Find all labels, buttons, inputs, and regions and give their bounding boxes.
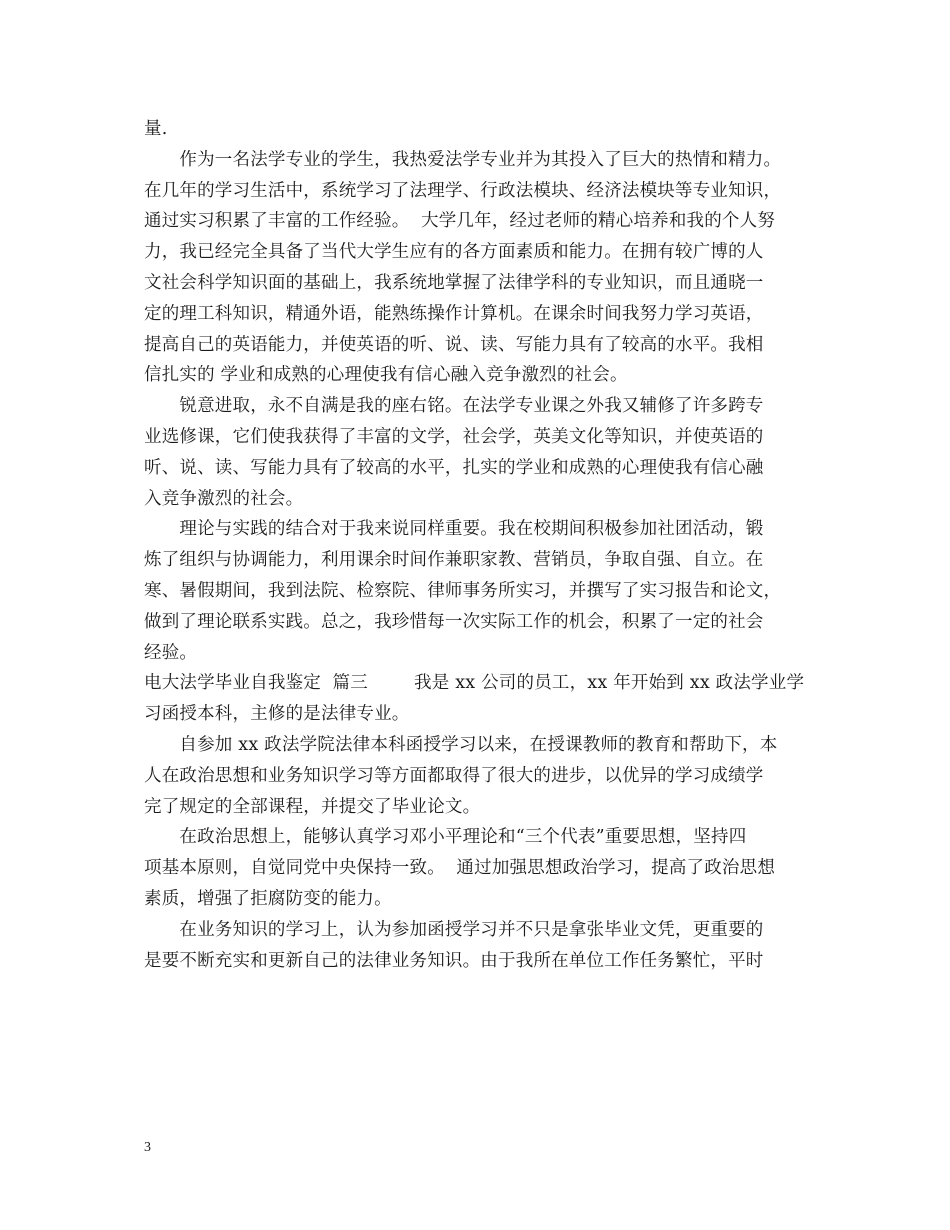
text-line: 锐意进取，永不自满是我的座右铭。在法学专业课之外我又辅修了许多跨专 (144, 396, 764, 417)
text-line: 在业务知识的学习上，认为参加函授学习并不只是拿张毕业文凭，更重要的 (144, 919, 764, 940)
text-line: 素质，增强了拒腐防变的能力。 (144, 889, 392, 909)
text-line: 力，我已经完全具备了当代大学生应有的各方面素质和能力。在拥有较广博的人 (144, 242, 764, 263)
text-line: 电大法学毕业自我鉴定 篇三 我是 xx 公司的员工，xx 年开始到 xx 政法学业学 (144, 673, 805, 694)
text-line: 作为一名法学专业的学生，我热爱法学专业并为其投入了巨大的热情和精力。 (144, 149, 782, 170)
text-line: 在几年的学习生活中，系统学习了法理学、行政法模块、经济法模块等专业知识， (144, 180, 782, 201)
page-number: 3 (144, 1140, 151, 1155)
text-line: 经验。 (144, 642, 198, 663)
text-line: 文社会科学知识面的基础上，我系统地掌握了法律学科的专业知识，而且通晓一 (144, 273, 764, 293)
text-line: 做到了理论联系实践。总之，我珍惜每一次实际工作的机会，积累了一定的社会 (144, 611, 764, 632)
text-line: 寒、暑假期间，我到法院、检察院、律师事务所实习，并撰写了实习报告和论文， (144, 581, 782, 601)
text-line: 习函授本科，主修的是法律专业。 (144, 704, 410, 725)
text-line: 通过实习积累了丰富的工作经验。 大学几年，经过老师的精心培养和我的个人努 (144, 211, 776, 232)
text-line: 理论与实践的结合对于我来说同样重要。我在校期间积极参加社团活动，锻 (144, 519, 764, 540)
text-line: 自参加 xx 政法学院法律本科函授学习以来，在授课教师的教育和帮助下，本 (144, 735, 778, 755)
text-line: 是要不断充实和更新自己的法律业务知识。由于我所在单位工作任务繁忙，平时 (144, 950, 764, 971)
text-line: 炼了组织与协调能力，利用课余时间作兼职家教、营销员，争取自强、自立。在 (144, 550, 764, 571)
text-line: 项基本原则，自觉同党中央保持一致。 通过加强思想政治学习，提高了政治思想 (144, 858, 776, 879)
text-line: 业选修课，它们使我获得了丰富的文学，社会学，英美文化等知识，并使英语的 (144, 427, 764, 447)
text-line: 提高自己的英语能力，并使英语的听、说、读、写能力具有了较高的水平。我相 (144, 334, 764, 355)
text-line: 完了规定的全部课程，并提交了毕业论文。 (144, 796, 481, 817)
text-line: 量. (144, 119, 168, 139)
text-line: 定的理工科知识，精通外语，能熟练操作计算机。在课余时间我努力学习英语， (144, 303, 764, 324)
text-line: 信扎实的 学业和成熟的心理使我有信心融入竞争激烈的社会。 (144, 365, 628, 386)
text-line: 人在政治思想和业务知识学习等方面都取得了很大的进步，以优异的学习成绩学 (144, 765, 764, 786)
text-line: 在政治思想上，能够认真学习邓小平理论和“三个代表”重要思想，坚持四 (144, 827, 747, 848)
text-line: 听、说、读、写能力具有了较高的水平，扎实的学业和成熟的心理使我有信心融 (144, 457, 764, 478)
text-line: 入竞争激烈的社会。 (144, 488, 304, 509)
